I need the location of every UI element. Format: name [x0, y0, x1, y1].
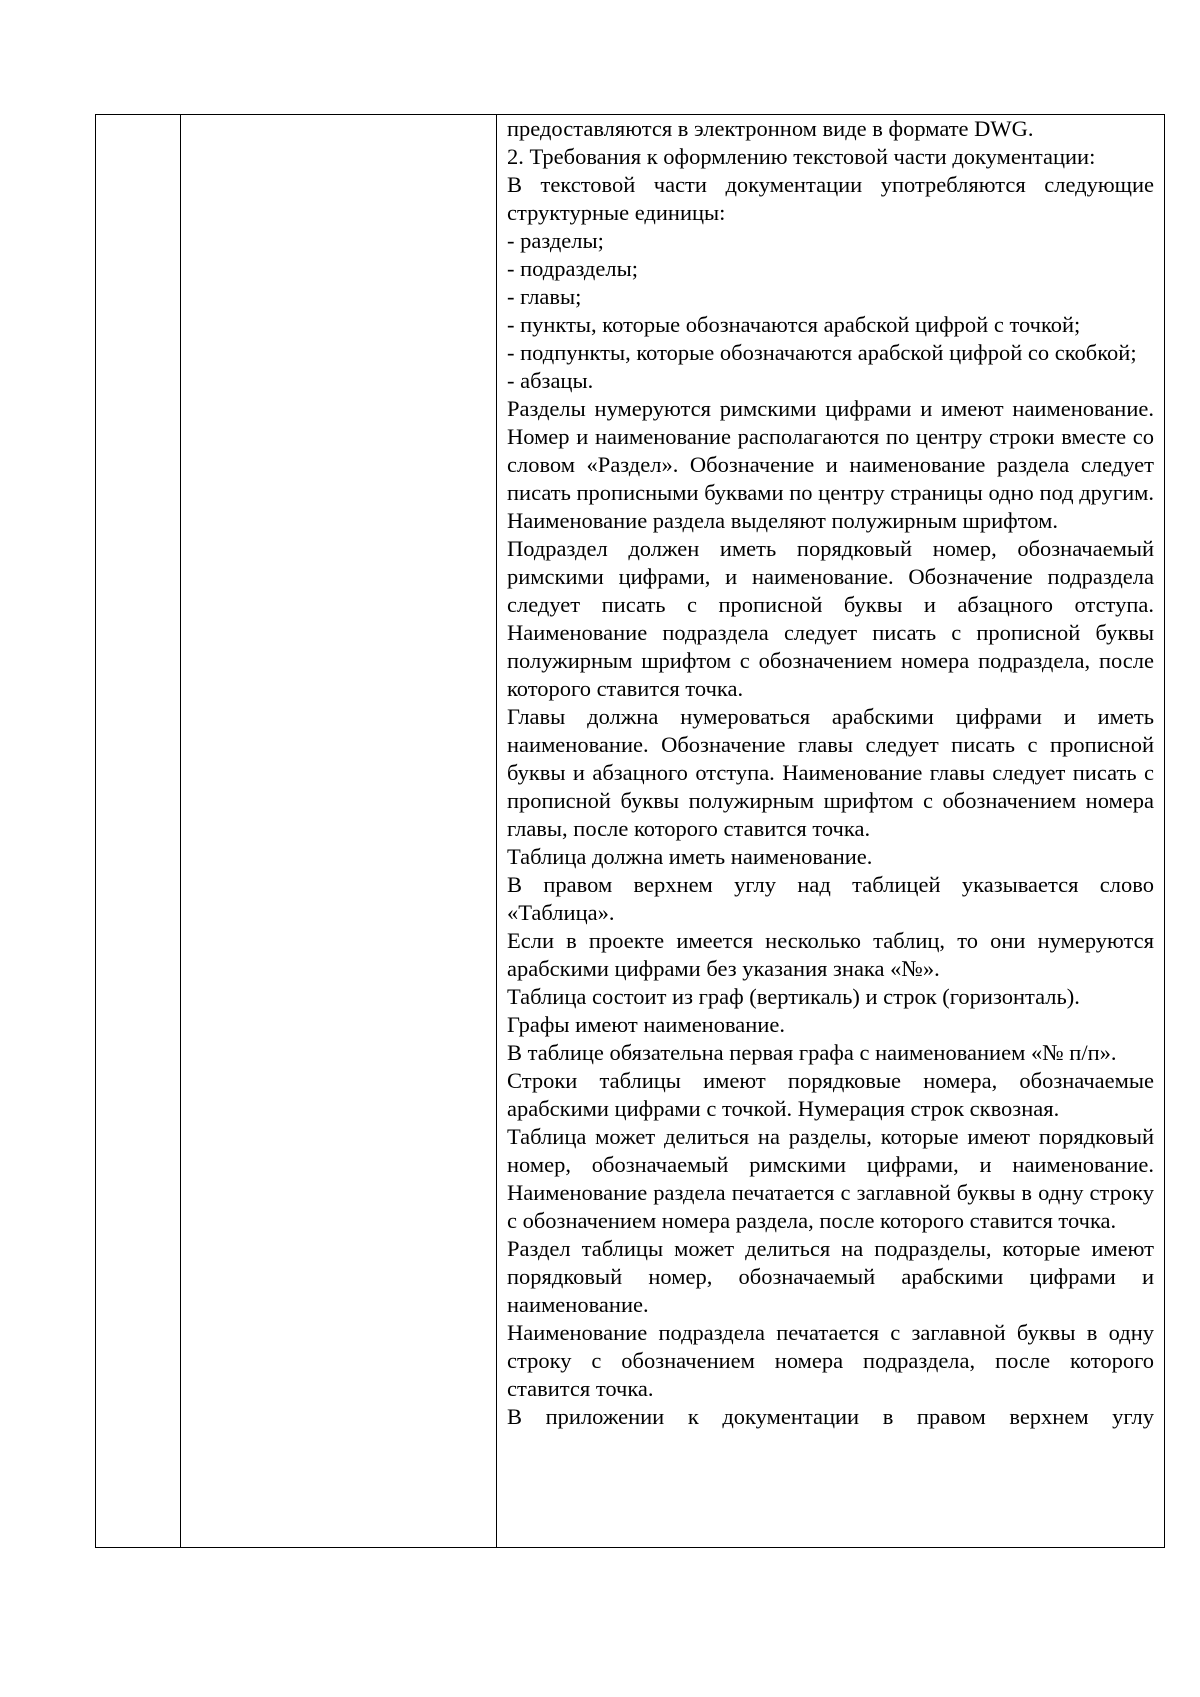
paragraph: Наименование подраздела печатается с заглавной буквы в одну строку с обозначением номера подраздела, после которого ставится точка.: [507, 1320, 1154, 1401]
list-item: - абзацы.: [507, 368, 594, 393]
content-column-cell: [497, 115, 1165, 1548]
paragraph: Раздел таблицы может делиться на подразделы, которые имеют порядковый номер, обозначаемый арабскими цифрами и наименование.: [507, 1236, 1154, 1317]
list-item: - разделы;: [507, 228, 604, 253]
paragraph: Таблица состоит из граф (вертикаль) и строк (горизонталь).: [507, 984, 1080, 1009]
paragraph: Таблица может делиться на разделы, которые имеют порядковый номер, обозначаемый римскими цифрами, и наименование. Наименование раздела печатается с заглавной буквы в одну строку с обозначением номера раздела, после которого ставится точка.: [507, 1124, 1154, 1233]
document-table: [95, 114, 1165, 1548]
list-item: - пункты, которые обозначаются арабской цифрой с точкой;: [507, 312, 1081, 337]
paragraph: Если в проекте имеется несколько таблиц, то они нумеруются арабскими цифрами без указания знака «№».: [507, 928, 1154, 981]
paragraph: Разделы нумеруются римскими цифрами и имеют наименование. Номер и наименование располагаются по центру строки вместе со словом «Раздел». Обозначение и наименование раздела следует писать прописными буквами по центру страницы одно под другим. Наименование раздела выделяют полужирным шрифтом.: [507, 396, 1154, 533]
paragraph: В текстовой части документации употребляются следующие структурные единицы:: [507, 172, 1154, 225]
requirements-text: [507, 115, 1154, 1547]
paragraph: В правом верхнем углу над таблицей указывается слово «Таблица».: [507, 872, 1154, 925]
name-column-cell: [181, 115, 497, 1548]
paragraph: Строки таблицы имеют порядковые номера, обозначаемые арабскими цифрами с точкой. Нумерация строк сквозная.: [507, 1068, 1154, 1121]
table-row: [96, 115, 1165, 1548]
list-item: - подпункты, которые обозначаются арабской цифрой со скобкой;: [507, 340, 1137, 365]
paragraph: Таблица должна иметь наименование.: [507, 844, 873, 869]
list-item: - подразделы;: [507, 256, 638, 281]
number-column-cell: [96, 115, 181, 1548]
paragraph: 2. Требования к оформлению текстовой части документации:: [507, 144, 1096, 169]
paragraph: В таблице обязательна первая графа с наименованием «№ п/п».: [507, 1040, 1117, 1065]
paragraph: В приложении к документации в правом верхнем углу: [507, 1404, 1154, 1429]
paragraph: Подраздел должен иметь порядковый номер, обозначаемый римскими цифрами, и наименование. Обозначение подраздела следует писать с прописной буквы и абзацного отступа. Наименование подраздела следует писать с прописной буквы полужирным шрифтом с обозначением номера подраздела, после которого ставится точка.: [507, 536, 1154, 701]
list-item: - главы;: [507, 284, 582, 309]
paragraph: предоставляются в электронном виде в формате DWG.: [507, 116, 1034, 141]
paragraph: Главы должна нумероваться арабскими цифрами и иметь наименование. Обозначение главы следует писать с прописной буквы и абзацного отступа. Наименование главы следует писать с прописной буквы полужирным шрифтом с обозначением номера главы, после которого ставится точка.: [507, 704, 1154, 841]
paragraph: Графы имеют наименование.: [507, 1012, 785, 1037]
